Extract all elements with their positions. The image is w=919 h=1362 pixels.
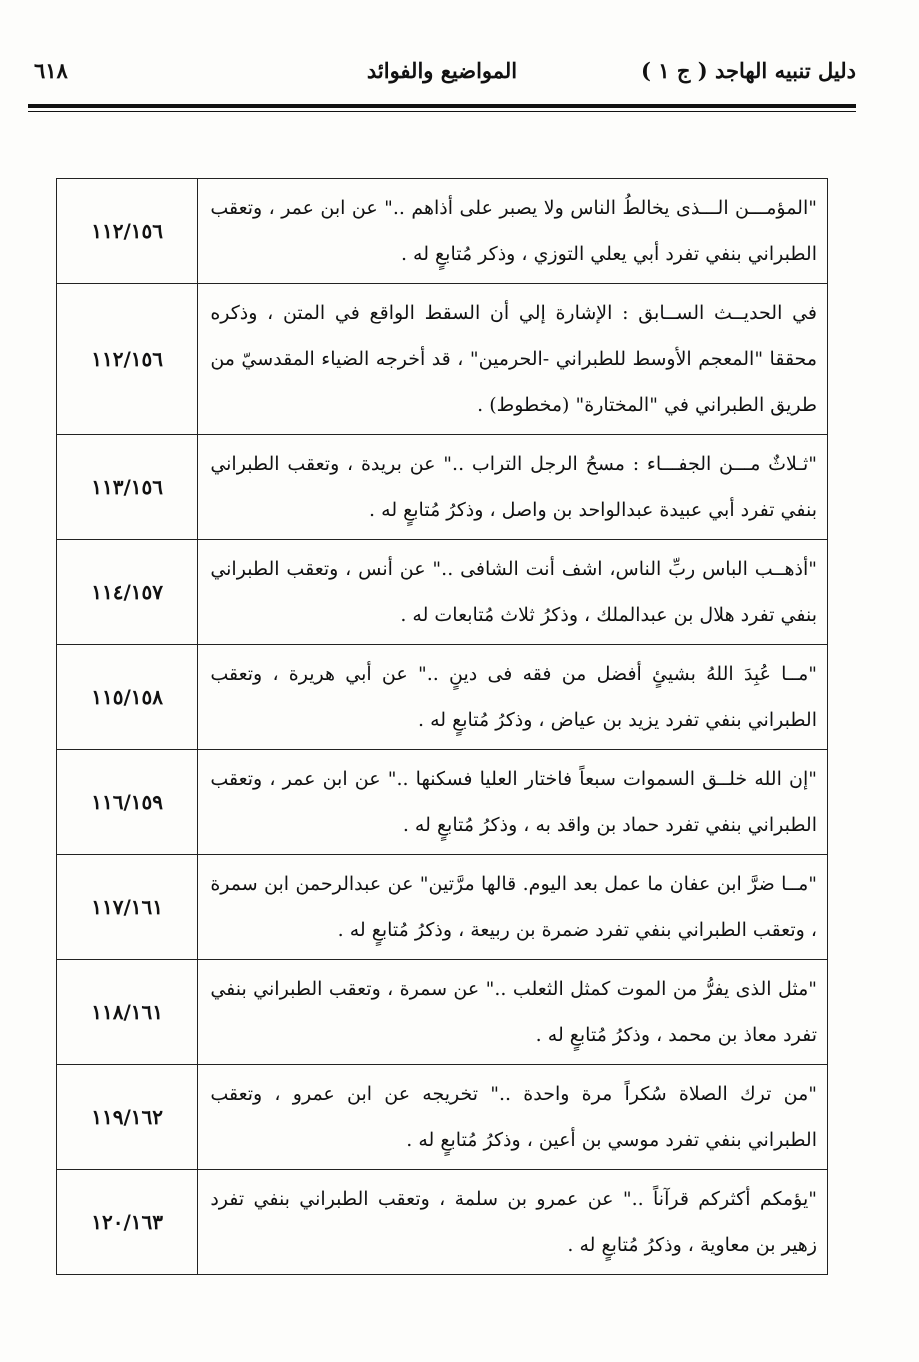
table-row xyxy=(57,855,828,960)
table-row xyxy=(57,1170,828,1275)
entry-reference: ١١٢/١٥٦ xyxy=(57,284,198,435)
running-header xyxy=(28,52,856,92)
header-rule-thick xyxy=(28,104,856,108)
entry-reference: ١١٥/١٥٨ xyxy=(57,645,198,750)
entry-reference: ١١٤/١٥٧ xyxy=(57,540,198,645)
entry-reference: ١١٢/١٥٦ xyxy=(57,179,198,284)
entry-reference: ١١٦/١٥٩ xyxy=(57,750,198,855)
table-row xyxy=(57,284,828,435)
table-row xyxy=(57,960,828,1065)
entry-reference: ١١٣/١٥٦ xyxy=(57,435,198,540)
entry-reference: ١١٩/١٦٢ xyxy=(57,1065,198,1170)
book-title: دليل تنبيه الهاجد ( ج ١ ) xyxy=(641,58,856,83)
table-row xyxy=(57,435,828,540)
section-title: المواضيع والفوائد xyxy=(366,58,518,83)
table-row xyxy=(57,179,828,284)
table-row xyxy=(57,540,828,645)
table-row xyxy=(57,1065,828,1170)
table-row xyxy=(57,645,828,750)
table-row xyxy=(57,750,828,855)
entry-reference: ١١٧/١٦١ xyxy=(57,855,198,960)
entry-text: "إن الله خلــق السموات سبعاً فاختار العليا فسكنها .." عن ابن عمر ، وتعقب الطبراني بنفي تفرد حماد بن واقد به ، وذكرُ مُتابعٍ له . xyxy=(198,750,828,855)
entry-text: "من ترك الصلاة سُكراً مرة واحدة .." تخريجه عن ابن عمرو ، وتعقب الطبراني بنفي تفرد موسي بن أعين ، وذكرُ مُتابعٍ له . xyxy=(198,1065,828,1170)
entry-text: في الحديــث الســابق : الإشارة إلي أن السقط الواقع في المتن ، وذكره محققا "المعجم الأوسط للطبراني -الحرمين" ، قد أخرجه الضياء المقدسيّ من طريق الطبراني في "المختارة" (مخطوط) . xyxy=(198,284,828,435)
entry-text: "يؤمكم أكثركم قرآناً .." عن عمرو بن سلمة ، وتعقب الطبراني بنفي تفرد زهير بن معاوية ، وذكرُ مُتابعٍ له . xyxy=(198,1170,828,1275)
entry-reference: ١٢٠/١٦٣ xyxy=(57,1170,198,1275)
entry-text: "مــا ضرَّ ابن عفان ما عمل بعد اليوم. قالها مرَّتين" عن عبدالرحمن ابن سمرة ، وتعقب الطبراني بنفي تفرد ضمرة بن ربيعة ، وذكرُ مُتابعٍ له . xyxy=(198,855,828,960)
entry-reference: ١١٨/١٦١ xyxy=(57,960,198,1065)
index-table xyxy=(56,178,828,1275)
entry-text: "مثل الذى يفرُّ من الموت كمثل الثعلب .." عن سمرة ، وتعقب الطبراني بنفي تفرد معاذ بن محمد ، وذكرُ مُتابعٍ له . xyxy=(198,960,828,1065)
entry-text: "أذهــب الباس ربِّ الناس، اشف أنت الشافى .." عن أنس ، وتعقب الطبراني بنفي تفرد هلال بن عبدالملك ، وذكرُ ثلاث مُتابعات له . xyxy=(198,540,828,645)
entry-text: "ثـلاثٌ مـــن الجفـــاء : مسحُ الرجل التراب .." عن بريدة ، وتعقب الطبراني بنفي تفرد أبي عبيدة عبدالواحد بن واصل ، وذكرُ مُتابعٍ له . xyxy=(198,435,828,540)
page-number: ٦١٨ xyxy=(34,58,68,83)
entry-text: "مــا عُبِدَ اللهُ بشيئٍ أفضل من فقه فى دينٍ .." عن أبي هريرة ، وتعقب الطبراني بنفي تفرد يزيد بن عياض ، وذكرُ مُتابعٍ له . xyxy=(198,645,828,750)
header-rule-thin xyxy=(28,111,856,112)
entry-text: "المؤمـــن الـــذى يخالطُ الناس ولا يصبر على أذاهم .." عن ابن عمر ، وتعقب الطبراني بنفي تفرد أبي يعلي التوزي ، وذكر مُتابعٍ له . xyxy=(198,179,828,284)
